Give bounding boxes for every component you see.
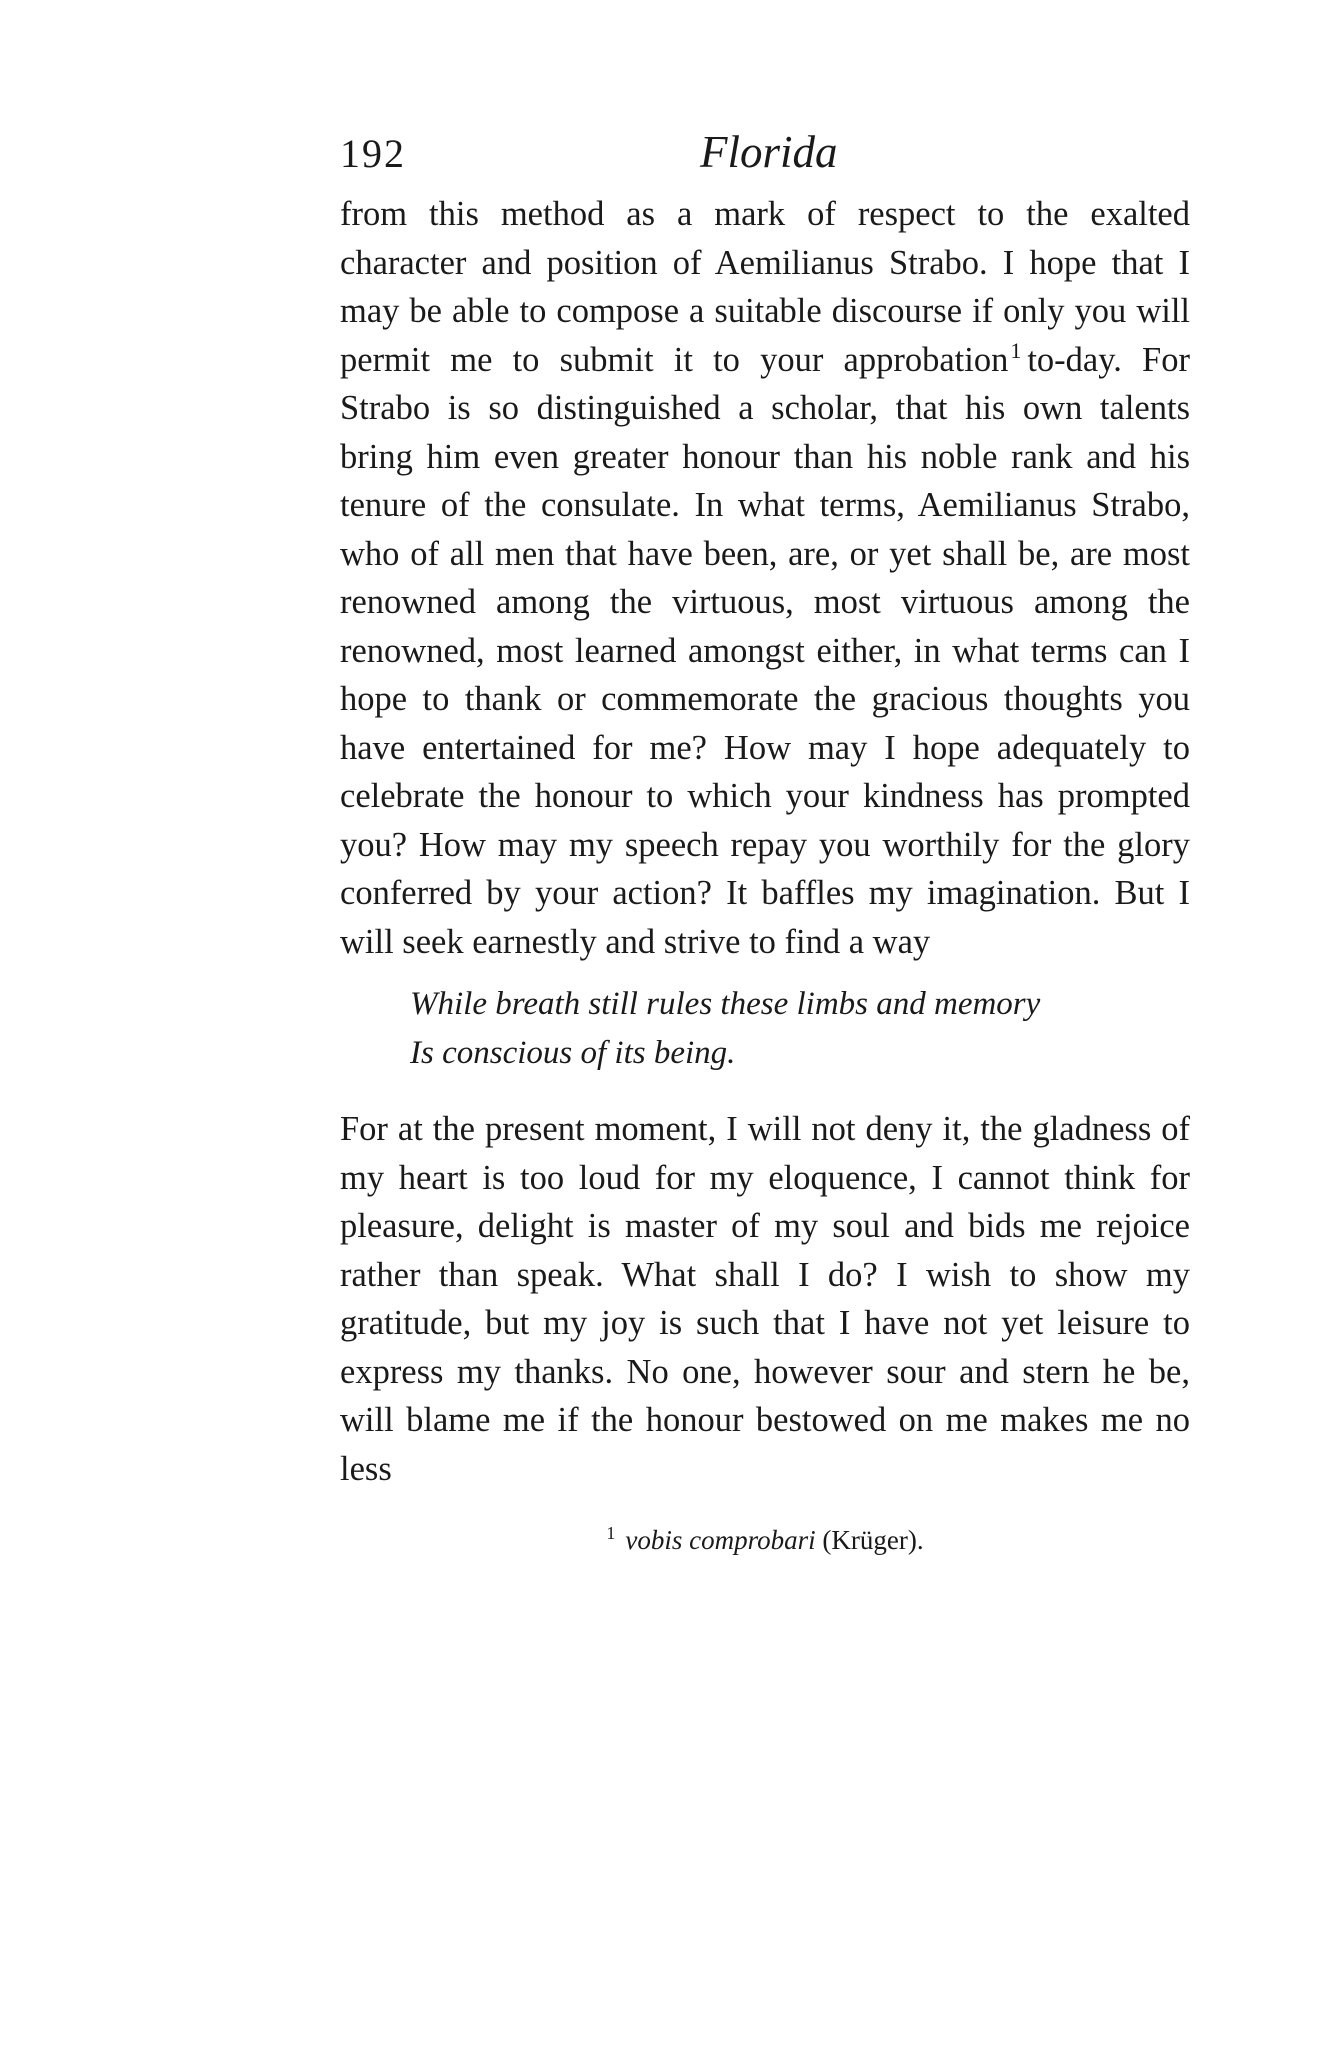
page-number: 192 — [340, 131, 406, 176]
paragraph-text-before-note: from this method as a mark of respect to the exalted character and position of Aemilianus Strabo. I hope that I may be able to compose a suitable discourse if only you will permit me to submit it to your approbation — [340, 195, 1190, 379]
paragraph-new: For at the present moment, I will not deny it, the gladness of my heart is too loud for my eloquence, I cannot think for pleasure, delight is master of my soul and bids me rejoice rather than speak. What shall I do? I wish to show my gratitude, but my joy is such that I have not yet leisure to express my thanks. No one, however sour and stern he be, will blame me if the honour bestowed on me makes me no less — [340, 1110, 1190, 1488]
verse-quotation — [410, 980, 1190, 1077]
footnote-reference: 1 — [1010, 338, 1022, 363]
verse-line-1: While breath still rules these limbs and memory — [410, 986, 1041, 1022]
footnote — [340, 1515, 1190, 1558]
book-page — [340, 120, 1190, 1558]
paragraph-text-after-note: to-day. For Strabo is so distinguished a scholar, that his own talents bring him even greater honour than his noble rank and his tenure of the consulate. In what terms, Aemilianus Strabo, who of all men that have been, are, or yet shall be, are most renowned among the virtuous, most virtuous among the renowned, most learned amongst either, in what terms can I hope to thank or commemorate the gracious thoughts you have entertained for me? How may I hope adequately to celebrate the honour to which your kindness has prompted you? How may my speech repay you worthily for the glory conferred by your action? It baffles my imagination. But I will seek earnestly and strive to find a way — [340, 340, 1190, 961]
paragraph-continued — [340, 190, 1190, 966]
running-head — [340, 120, 1190, 190]
footnote-source: (Krüger). — [822, 1525, 924, 1555]
running-title: Florida — [700, 127, 838, 177]
footnote-latin-text: vobis comprobari — [625, 1525, 816, 1555]
verse-line-2: Is conscious of its being. — [410, 1034, 736, 1071]
footnote-marker: 1 — [606, 1523, 616, 1543]
